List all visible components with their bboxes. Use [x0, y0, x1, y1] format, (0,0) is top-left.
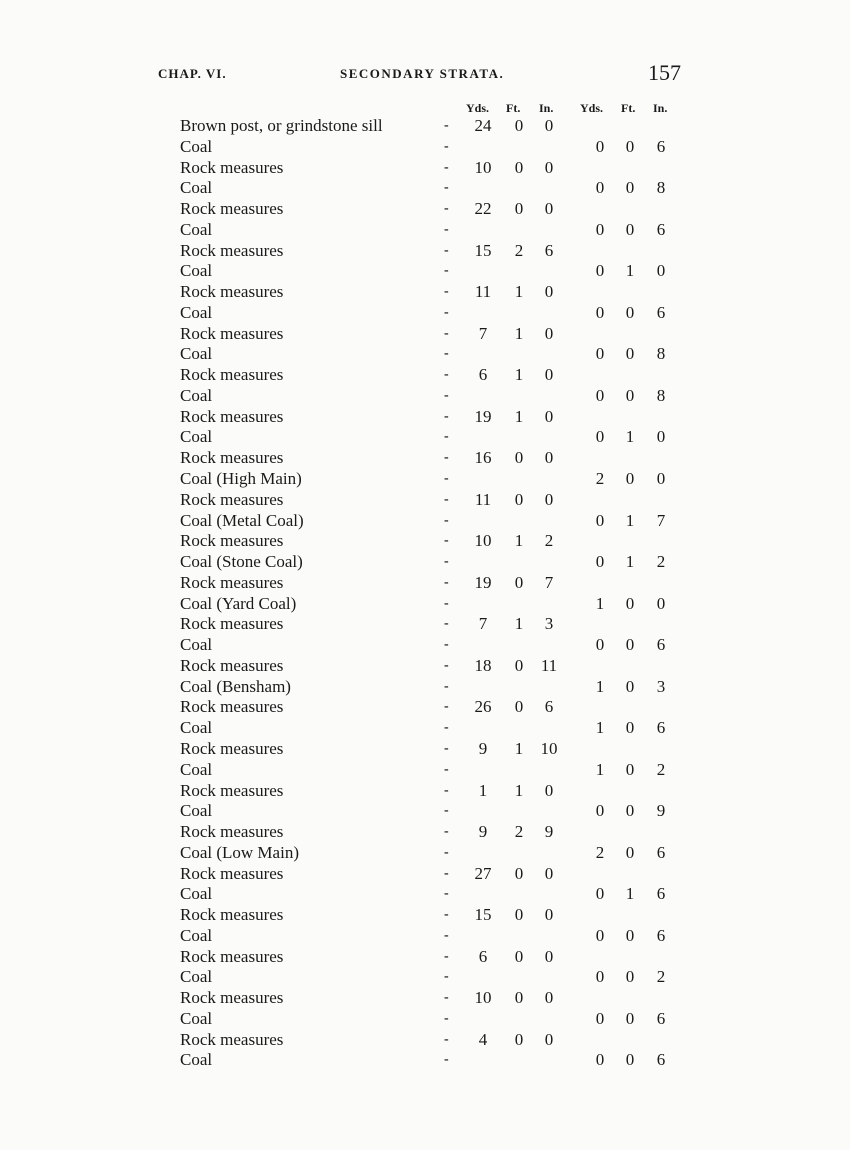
rock-thickness-cell: 19	[474, 572, 492, 592]
rock-thickness-cell: 9	[478, 822, 488, 842]
rock-thickness-cell: 0	[544, 365, 554, 385]
leader-dash: -	[444, 803, 449, 819]
table-row	[0, 947, 850, 968]
rock-thickness-cell: 16	[474, 448, 492, 468]
leader-dash: -	[444, 1031, 449, 1047]
table-row	[0, 677, 850, 698]
leader-dash: -	[444, 761, 449, 777]
coal-thickness-cell: 0	[625, 219, 635, 239]
table-row	[0, 594, 850, 615]
coal-thickness-cell: 6	[656, 219, 666, 239]
stratum-label: Coal (Low Main)	[180, 842, 299, 862]
stratum-label: Coal	[180, 219, 213, 239]
coal-thickness-cell: 0	[595, 510, 605, 530]
stratum-label: Coal	[180, 884, 213, 904]
leader-dash: -	[444, 927, 449, 943]
coal-thickness-cell: 0	[595, 385, 605, 405]
table-row	[0, 261, 850, 282]
rock-thickness-cell: 0	[514, 988, 524, 1008]
coal-thickness-cell: 1	[625, 510, 635, 530]
rock-thickness-cell: 0	[514, 448, 524, 468]
rock-thickness-cell: 0	[544, 157, 554, 177]
rock-thickness-cell: 18	[474, 655, 492, 675]
stratum-label: Coal	[180, 925, 213, 945]
table-row	[0, 199, 850, 220]
table-row	[0, 781, 850, 802]
coal-thickness-cell: 8	[656, 385, 666, 405]
leader-dash: -	[444, 367, 449, 383]
leader-dash: -	[444, 782, 449, 798]
stratum-label: Rock measures	[180, 157, 284, 177]
coal-thickness-cell: 0	[595, 884, 605, 904]
table-row	[0, 137, 850, 158]
table-row	[0, 801, 850, 822]
coal-thickness-cell: 6	[656, 925, 666, 945]
coal-thickness-cell: 0	[656, 427, 666, 447]
page-number: 157	[648, 60, 681, 85]
leader-dash: -	[444, 201, 449, 217]
leader-dash: -	[444, 346, 449, 362]
coal-thickness-cell: 1	[595, 759, 605, 779]
rock-thickness-cell: 0	[544, 489, 554, 509]
coal-thickness-cell: 8	[656, 178, 666, 198]
rock-thickness-cell: 7	[478, 614, 488, 634]
coal-thickness-cell: 0	[625, 1008, 635, 1028]
stratum-label: Rock measures	[180, 1029, 284, 1049]
coal-thickness-cell: 3	[656, 676, 666, 696]
rock-thickness-cell: 0	[544, 199, 554, 219]
coal-thickness-cell: 1	[595, 676, 605, 696]
rock-thickness-cell: 27	[474, 863, 492, 883]
coal-thickness-cell: 0	[625, 136, 635, 156]
leader-dash: -	[444, 948, 449, 964]
coal-thickness-cell: 0	[625, 718, 635, 738]
table-row	[0, 158, 850, 179]
table-row	[0, 843, 850, 864]
leader-dash: -	[444, 429, 449, 445]
coal-thickness-cell: 1	[625, 552, 635, 572]
coal-thickness-cell: 0	[595, 1008, 605, 1028]
stratum-label: Rock measures	[180, 365, 284, 385]
coal-thickness-cell: 2	[656, 967, 666, 987]
stratum-label: Rock measures	[180, 240, 284, 260]
stratum-label: Rock measures	[180, 323, 284, 343]
rock-thickness-cell: 0	[514, 946, 524, 966]
coal-thickness-cell: 0	[625, 635, 635, 655]
leader-dash: -	[444, 221, 449, 237]
stratum-label: Coal	[180, 427, 213, 447]
rock-thickness-cell: 4	[478, 1029, 488, 1049]
coal-thickness-cell: 0	[625, 344, 635, 364]
stratum-label: Coal (High Main)	[180, 469, 302, 489]
stratum-label: Coal	[180, 1008, 213, 1028]
rock-thickness-cell: 9	[478, 738, 488, 758]
stratum-label: Rock measures	[180, 448, 284, 468]
rock-thickness-cell: 0	[514, 489, 524, 509]
rock-thickness-cell: 0	[544, 323, 554, 343]
coal-thickness-cell: 0	[625, 842, 635, 862]
rock-thickness-cell: 15	[474, 905, 492, 925]
page-header	[0, 62, 850, 88]
table-row	[0, 760, 850, 781]
rock-thickness-cell: 11	[474, 282, 492, 302]
coal-thickness-cell: 0	[595, 344, 605, 364]
table-row	[0, 884, 850, 905]
rock-thickness-cell: 0	[544, 1029, 554, 1049]
coal-thickness-cell: 0	[625, 178, 635, 198]
table-row	[0, 511, 850, 532]
table-row	[0, 552, 850, 573]
coal-thickness-cell: 1	[625, 427, 635, 447]
table-row	[0, 427, 850, 448]
stratum-label: Rock measures	[180, 780, 284, 800]
table-row	[0, 1050, 850, 1071]
rock-thickness-cell: 1	[514, 406, 524, 426]
rock-thickness-cell: 10	[540, 738, 558, 758]
leader-dash: -	[444, 118, 449, 133]
leader-dash: -	[444, 1010, 449, 1026]
leader-dash: -	[444, 574, 449, 590]
rock-thickness-cell: 0	[514, 572, 524, 592]
leader-dash: -	[444, 533, 449, 549]
stratum-label: Coal (Bensham)	[180, 676, 291, 696]
rock-thickness-cell: 0	[514, 157, 524, 177]
table-row	[0, 614, 850, 635]
coal-thickness-cell: 0	[595, 967, 605, 987]
stratum-label: Rock measures	[180, 655, 284, 675]
stratum-label: Coal	[180, 635, 213, 655]
stratum-label: Rock measures	[180, 199, 284, 219]
coal-thickness-cell: 0	[625, 469, 635, 489]
coal-thickness-cell: 1	[625, 261, 635, 281]
coal-thickness-cell: 0	[595, 302, 605, 322]
coal-thickness-cell: 0	[625, 759, 635, 779]
coal-thickness-cell: 0	[595, 801, 605, 821]
rock-thickness-cell: 0	[544, 780, 554, 800]
rock-thickness-cell: 26	[474, 697, 492, 717]
coal-thickness-cell: 0	[625, 302, 635, 322]
coal-thickness-cell: 2	[656, 552, 666, 572]
coal-thickness-cell: 0	[656, 593, 666, 613]
leader-dash: -	[444, 387, 449, 403]
rock-thickness-cell: 1	[514, 531, 524, 551]
rock-thickness-cell: 6	[478, 946, 488, 966]
table-row	[0, 718, 850, 739]
rock-thickness-cell: 0	[544, 988, 554, 1008]
rock-thickness-cell: 1	[514, 738, 524, 758]
rock-thickness-cell: 10	[474, 988, 492, 1008]
table-row	[0, 365, 850, 386]
leader-dash: -	[444, 990, 449, 1006]
coal-thickness-cell: 0	[625, 925, 635, 945]
table-row	[0, 116, 850, 137]
stratum-label: Coal	[180, 967, 213, 987]
rock-thickness-cell: 9	[544, 822, 554, 842]
table-row	[0, 739, 850, 760]
leader-dash: -	[444, 1052, 449, 1068]
leader-dash: -	[444, 138, 449, 154]
rock-thickness-cell: 2	[514, 240, 524, 260]
table-row	[0, 1030, 850, 1051]
leader-dash: -	[444, 491, 449, 507]
rock-thickness-cell: 0	[544, 406, 554, 426]
coal-thickness-cell: 0	[595, 136, 605, 156]
coal-thickness-cell: 1	[625, 884, 635, 904]
stratum-label: Coal (Yard Coal)	[180, 593, 297, 613]
stratum-label: Coal	[180, 344, 213, 364]
leader-dash: -	[444, 159, 449, 175]
rock-thickness-cell: 10	[474, 157, 492, 177]
coal-thickness-cell: 9	[656, 801, 666, 821]
coal-thickness-cell: 8	[656, 344, 666, 364]
leader-dash: -	[444, 304, 449, 320]
table-row	[0, 988, 850, 1009]
leader-dash: -	[444, 886, 449, 902]
leader-dash: -	[444, 699, 449, 715]
rock-thickness-cell: 0	[514, 863, 524, 883]
rock-thickness-cell: 6	[544, 240, 554, 260]
stratum-label: Coal (Metal Coal)	[180, 510, 304, 530]
rock-thickness-cell: 0	[514, 697, 524, 717]
stratum-label: Coal	[180, 178, 213, 198]
table-row	[0, 241, 850, 262]
table-row	[0, 220, 850, 241]
coal-thickness-cell: 0	[625, 385, 635, 405]
coal-thickness-cell: 2	[595, 469, 605, 489]
stratum-label: Coal	[180, 718, 213, 738]
rock-thickness-cell: 1	[514, 282, 524, 302]
leader-dash: -	[444, 180, 449, 196]
table-row	[0, 344, 850, 365]
table-row	[0, 386, 850, 407]
rock-thickness-cell: 1	[514, 365, 524, 385]
col-in: In.	[539, 101, 554, 115]
col-ft-coal: Ft.	[621, 101, 636, 115]
coal-thickness-cell: 6	[656, 718, 666, 738]
chapter-label: CHAP. VI.	[158, 66, 227, 81]
col-yds: Yds.	[466, 101, 490, 115]
coal-thickness-cell: 0	[625, 593, 635, 613]
coal-thickness-cell: 0	[656, 261, 666, 281]
leader-dash: -	[444, 637, 449, 653]
leader-dash: -	[444, 824, 449, 840]
leader-dash: -	[444, 284, 449, 300]
coal-thickness-cell: 6	[656, 136, 666, 156]
leader-dash: -	[444, 263, 449, 279]
coal-thickness-cell: 0	[625, 676, 635, 696]
table-row	[0, 822, 850, 843]
stratum-label: Rock measures	[180, 572, 284, 592]
table-row	[0, 407, 850, 428]
rock-thickness-cell: 0	[544, 946, 554, 966]
stratum-label: Rock measures	[180, 697, 284, 717]
rock-thickness-cell: 0	[544, 448, 554, 468]
coal-thickness-cell: 0	[625, 801, 635, 821]
leader-dash: -	[444, 512, 449, 528]
stratum-label: Coal	[180, 136, 213, 156]
leader-dash: -	[444, 678, 449, 694]
rock-thickness-cell: 6	[544, 697, 554, 717]
coal-thickness-cell: 0	[595, 1050, 605, 1070]
stratum-label: Rock measures	[180, 406, 284, 426]
table-row	[0, 697, 850, 718]
stratum-label: Rock measures	[180, 905, 284, 925]
stratum-label: Rock measures	[180, 738, 284, 758]
stratum-label: Rock measures	[180, 988, 284, 1008]
stratum-label: Rock measures	[180, 282, 284, 302]
leader-dash: -	[444, 616, 449, 632]
rock-thickness-cell: 2	[514, 822, 524, 842]
leader-dash: -	[444, 595, 449, 611]
coal-thickness-cell: 0	[595, 925, 605, 945]
coal-thickness-cell: 2	[595, 842, 605, 862]
rock-thickness-cell: 6	[478, 365, 488, 385]
stratum-label: Rock measures	[180, 822, 284, 842]
stratum-label: Coal (Stone Coal)	[180, 552, 303, 572]
rock-thickness-cell: 3	[544, 614, 554, 634]
table-row	[0, 282, 850, 303]
table-row	[0, 926, 850, 947]
rock-thickness-cell: 0	[544, 863, 554, 883]
rock-thickness-cell: 10	[474, 531, 492, 551]
rock-thickness-cell: 7	[478, 323, 488, 343]
leader-dash: -	[444, 907, 449, 923]
stratum-label: Coal	[180, 261, 213, 281]
coal-thickness-cell: 1	[595, 718, 605, 738]
coal-thickness-cell: 6	[656, 842, 666, 862]
stratum-label: Coal	[180, 1050, 213, 1070]
table-row	[0, 864, 850, 885]
rock-thickness-cell: 0	[514, 199, 524, 219]
rock-thickness-cell: 7	[544, 572, 554, 592]
rock-thickness-cell: 0	[514, 1029, 524, 1049]
rock-thickness-cell: 15	[474, 240, 492, 260]
stratum-label: Coal	[180, 801, 213, 821]
coal-thickness-cell: 0	[656, 469, 666, 489]
coal-thickness-cell: 6	[656, 1050, 666, 1070]
stratum-label: Rock measures	[180, 489, 284, 509]
leader-dash: -	[444, 408, 449, 424]
rock-thickness-cell: 0	[544, 282, 554, 302]
rock-thickness-cell: 0	[514, 905, 524, 925]
stratum-label: Rock measures	[180, 531, 284, 551]
table-row	[0, 178, 850, 199]
stratum-label: Coal	[180, 385, 213, 405]
leader-dash: -	[444, 554, 449, 570]
running-title: SECONDARY STRATA.	[340, 66, 505, 81]
rock-thickness-cell: 0	[544, 905, 554, 925]
stratum-label: Brown post, or grindstone sill	[180, 116, 383, 135]
rock-thickness-cell: 1	[478, 780, 488, 800]
leader-dash: -	[444, 325, 449, 341]
table-row	[0, 490, 850, 511]
leader-dash: -	[444, 865, 449, 881]
stratum-label: Rock measures	[180, 946, 284, 966]
coal-thickness-cell: 0	[595, 552, 605, 572]
coal-thickness-cell: 6	[656, 1008, 666, 1028]
leader-dash: -	[444, 720, 449, 736]
coal-thickness-cell: 6	[656, 635, 666, 655]
coal-thickness-cell: 7	[656, 510, 666, 530]
coal-thickness-cell: 0	[595, 219, 605, 239]
leader-dash: -	[444, 740, 449, 756]
coal-thickness-cell: 2	[656, 759, 666, 779]
coal-thickness-cell: 0	[625, 1050, 635, 1070]
leader-dash: -	[444, 242, 449, 258]
table-row	[0, 635, 850, 656]
table-row	[0, 967, 850, 988]
strata-table	[0, 116, 850, 1071]
rock-thickness-cell: 0	[544, 116, 554, 135]
leader-dash: -	[444, 844, 449, 860]
coal-thickness-cell: 0	[595, 178, 605, 198]
table-row	[0, 656, 850, 677]
col-in-coal: In.	[653, 101, 668, 115]
rock-thickness-cell: 22	[474, 199, 492, 219]
table-row	[0, 324, 850, 345]
table-row	[0, 448, 850, 469]
coal-thickness-cell: 6	[656, 302, 666, 322]
rock-thickness-cell: 24	[474, 116, 492, 135]
stratum-label: Rock measures	[180, 614, 284, 634]
table-row	[0, 905, 850, 926]
table-row	[0, 531, 850, 552]
coal-thickness-cell: 0	[595, 635, 605, 655]
rock-thickness-cell: 2	[544, 531, 554, 551]
stratum-label: Rock measures	[180, 863, 284, 883]
table-row	[0, 573, 850, 594]
coal-thickness-cell: 0	[625, 967, 635, 987]
rock-thickness-cell: 1	[514, 614, 524, 634]
leader-dash: -	[444, 657, 449, 673]
coal-thickness-cell: 1	[595, 593, 605, 613]
rock-thickness-cell: 0	[514, 655, 524, 675]
table-row	[0, 303, 850, 324]
rock-thickness-cell: 1	[514, 323, 524, 343]
coal-thickness-cell: 0	[595, 261, 605, 281]
leader-dash: -	[444, 471, 449, 487]
stratum-label: Coal	[180, 302, 213, 322]
col-ft: Ft.	[506, 101, 521, 115]
stratum-label: Coal	[180, 759, 213, 779]
rock-thickness-cell: 1	[514, 780, 524, 800]
coal-thickness-cell: 0	[595, 427, 605, 447]
table-row	[0, 1009, 850, 1030]
rock-thickness-cell: 0	[514, 116, 524, 135]
coal-thickness-cell: 6	[656, 884, 666, 904]
col-yds-coal: Yds.	[580, 101, 604, 115]
leader-dash: -	[444, 450, 449, 466]
leader-dash: -	[444, 969, 449, 985]
rock-thickness-cell: 11	[474, 489, 492, 509]
rock-thickness-cell: 11	[540, 655, 558, 675]
rock-thickness-cell: 19	[474, 406, 492, 426]
table-row	[0, 469, 850, 490]
